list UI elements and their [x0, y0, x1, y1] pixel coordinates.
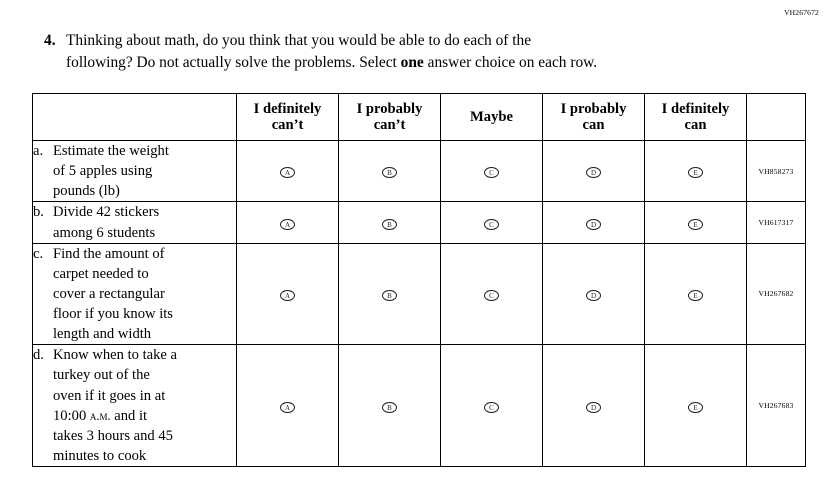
item-letter: c. — [33, 245, 44, 262]
item-letter: d. — [33, 347, 44, 364]
question-line-2-post: answer choice on each row. — [423, 53, 598, 71]
radio-bubble[interactable]: C — [484, 219, 499, 230]
table-row — [33, 243, 806, 345]
column-header-blank — [33, 94, 237, 141]
radio-bubble[interactable]: D — [586, 167, 601, 178]
question-number: 4. — [44, 32, 56, 49]
item-line: takes 3 hours and 45 — [53, 427, 173, 444]
item-line: minutes to cook — [53, 447, 147, 464]
column-header-line-2: can — [684, 117, 707, 133]
radio-cell-b-maybe[interactable] — [441, 202, 543, 243]
radio-bubble[interactable]: C — [484, 402, 499, 413]
item-line: cover a rectangular — [53, 285, 165, 302]
radio-bubble[interactable]: E — [688, 167, 703, 178]
item-stem-b — [33, 202, 237, 243]
column-header-line-1: I definitely — [253, 100, 322, 117]
column-header-line-2: can’t — [271, 117, 304, 133]
response-matrix-table — [32, 93, 806, 467]
radio-bubble[interactable]: B — [382, 290, 397, 301]
item-letter: a. — [33, 143, 44, 159]
radio-bubble[interactable]: D — [586, 219, 601, 230]
radio-bubble[interactable]: A — [280, 167, 295, 178]
item-line: length and width — [53, 326, 152, 343]
item-id-b: VH617317 — [747, 202, 806, 243]
radio-bubble[interactable]: B — [382, 219, 397, 230]
radio-cell-d-probably-can[interactable] — [543, 345, 645, 467]
column-header-line-2: can — [582, 117, 605, 133]
item-line: among 6 students — [53, 224, 156, 241]
radio-bubble[interactable]: E — [688, 402, 703, 413]
radio-cell-a-definitely-can[interactable] — [645, 141, 747, 202]
radio-bubble[interactable]: E — [688, 290, 703, 301]
radio-bubble[interactable]: A — [280, 402, 295, 413]
column-header-line-1: I probably — [356, 100, 423, 117]
radio-bubble[interactable]: E — [688, 219, 703, 230]
radio-bubble[interactable]: D — [586, 290, 601, 301]
page-item-id: VH267672 — [784, 8, 819, 17]
item-line-time: 10:00 — [53, 407, 90, 424]
item-id-c: VH267682 — [747, 243, 806, 345]
table-row — [33, 141, 806, 202]
item-line: pounds (lb) — [53, 183, 120, 200]
item-line: floor if you know its — [53, 306, 173, 322]
column-header-line-1: I probably — [560, 100, 627, 117]
item-id-a: VH858273 — [747, 141, 806, 202]
radio-bubble[interactable]: A — [280, 290, 295, 301]
question-emphasis: one — [400, 53, 424, 71]
radio-bubble[interactable]: B — [382, 167, 397, 178]
radio-cell-b-probably-cant[interactable] — [339, 202, 441, 243]
column-header-probably-can — [543, 94, 645, 141]
radio-cell-d-definitely-can[interactable] — [645, 345, 747, 467]
radio-cell-d-definitely-cant[interactable] — [237, 345, 339, 467]
item-stem-c — [33, 243, 237, 345]
radio-cell-c-definitely-can[interactable] — [645, 243, 747, 345]
radio-cell-a-probably-cant[interactable] — [339, 141, 441, 202]
item-line: of 5 apples using — [53, 163, 153, 180]
column-header-line-2: can’t — [373, 117, 406, 133]
item-line: turkey out of the — [53, 367, 150, 384]
radio-cell-d-probably-cant[interactable] — [339, 345, 441, 467]
item-line-tail: and it — [110, 407, 148, 424]
radio-cell-d-maybe[interactable] — [441, 345, 543, 467]
item-line: carpet needed to — [53, 265, 149, 282]
radio-bubble[interactable]: C — [484, 290, 499, 301]
item-line: Know when to take a — [53, 347, 178, 364]
item-line: Estimate the weight — [53, 143, 169, 159]
radio-bubble[interactable]: C — [484, 167, 499, 178]
radio-cell-c-definitely-cant[interactable] — [237, 243, 339, 345]
table-header-row — [33, 94, 806, 141]
column-header-definitely-cant — [237, 94, 339, 141]
question-line-2 — [66, 52, 744, 74]
radio-cell-a-probably-can[interactable] — [543, 141, 645, 202]
question-line-1: Thinking about math, do you think that you would be able to do each of the — [66, 32, 532, 49]
column-header-line-1: Maybe — [470, 108, 513, 125]
table-row — [33, 345, 806, 467]
item-stem-d — [33, 345, 237, 467]
item-line-with-smallcaps — [53, 408, 147, 424]
table-row — [33, 202, 806, 243]
radio-cell-c-probably-can[interactable] — [543, 243, 645, 345]
item-line: Divide 42 stickers — [53, 204, 160, 221]
radio-bubble[interactable]: B — [382, 402, 397, 413]
radio-cell-b-probably-can[interactable] — [543, 202, 645, 243]
question-stem — [44, 30, 744, 74]
column-header-probably-cant — [339, 94, 441, 141]
item-stem-a — [33, 141, 237, 202]
column-header-definitely-can — [645, 94, 747, 141]
radio-cell-c-maybe[interactable] — [441, 243, 543, 345]
item-line: Find the amount of — [53, 245, 165, 262]
item-id-d: VH267683 — [747, 345, 806, 467]
item-letter: b. — [33, 204, 44, 221]
column-header-maybe — [441, 94, 543, 141]
column-header-line-1: I definitely — [661, 100, 730, 117]
radio-bubble[interactable]: D — [586, 402, 601, 413]
item-line: oven if it goes in at — [53, 387, 166, 404]
radio-cell-c-probably-cant[interactable] — [339, 243, 441, 345]
question-line-2-pre: following? Do not actually solve the problems. Select — [66, 53, 401, 71]
radio-cell-b-definitely-cant[interactable] — [237, 202, 339, 243]
radio-cell-b-definitely-can[interactable] — [645, 202, 747, 243]
radio-bubble[interactable]: A — [280, 219, 295, 230]
column-header-id — [747, 94, 806, 141]
radio-cell-a-definitely-cant[interactable] — [237, 141, 339, 202]
item-line-meridiem: a.m. — [89, 408, 111, 423]
radio-cell-a-maybe[interactable] — [441, 141, 543, 202]
